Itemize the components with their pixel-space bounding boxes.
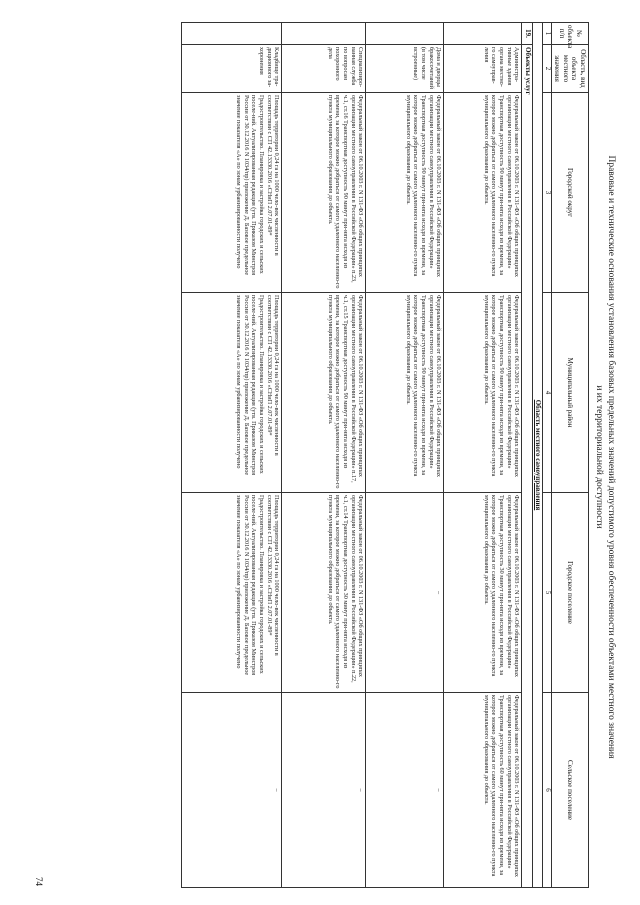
- cell-gorpos: Площадь территории 0,24 га на 1000 чело-век численности в соответствии с СП 42.13330.2016 «СНиП 2.07.01-89* Градостроительство. Планировка и застройка городских и сельских поселе-ний. Актуализированная редакция (утв. Приказом Минстроя России от 30.12.2016 N 1034/пр) приложение Д. Базовое предельное значение показателя «А» по зонам урбанизированности получено: [182, 493, 282, 693]
- col-number: 5: [543, 493, 552, 693]
- table-row: [282, 23, 366, 888]
- object-name: Кладбище тра-диционного за-хоронения: [182, 45, 282, 93]
- cell-selpos: –: [366, 693, 444, 888]
- header-gorpos: Городское поселение: [552, 493, 589, 693]
- header-row: [552, 23, 589, 888]
- rotated-content: [17, 22, 617, 892]
- cell-selpos: –: [182, 693, 282, 888]
- col-number: 2: [543, 45, 552, 93]
- header-num: № объекта п/п: [552, 23, 589, 45]
- cell-munr: Федеральный закон от 06.10.2003 г. N 131-ФЗ «Об общих принципах организации местного самоуправления в Российской Федерации» Транспортная доступность 90 минут при-нята исходя из времени, за которое можно добраться от самого удаленного населенно-го пункта муниципального образования до объекта.: [444, 293, 522, 493]
- title-line-2: и их территориальной доступности: [594, 385, 604, 529]
- cell-gorod: Федеральный закон от 06.10.2003 г. N 131-ФЗ «Об общих принципах организации местного самоуправления в Российской Федерации» Транспортная доступность 90 минут при-нята исходя из времени, за которое можно добраться от самого удаленного населенно-го пункта муниципального образования до объекта.: [444, 93, 522, 293]
- cell-gorpos: Федеральный закон от 06.10.2003 г. N 131-ФЗ «Об общих принципах организации местного самоуправления в Российской Федерации» Транспортная доступность 30 минут при-нята исходя из времени, за которое можно добраться от самого удаленного населенно-го пункта муниципального образования до объекта.: [444, 493, 522, 693]
- table-row: [366, 23, 444, 888]
- cell-gorod: Площадь территории 0,24 га на 1000 чело-век численности в соответствии с СП 42.13330.2016 «СНиП 2.07.01-89* Градостроительство. Планировка и застройка городских и сельских поселе-ний. Актуализированная редакция (утв. Приказом Минстроя России от 30.12.2016 N 1034/пр) приложение Д. Базовое предельное значение показателя «А» по зонам урбанизированности получено: [182, 93, 282, 293]
- col-number: 1: [543, 23, 552, 45]
- empty-cell: [182, 23, 282, 45]
- cell-munr: Федеральный закон от 06.10.2003 г. N 131-ФЗ «Об общих принципах организации местного самоуправления в Российской Федерации» п.17, ч.1, ст.15 Транспортная доступность 90 минут при-нята исходя из времени, за которое можно добраться от самого удаленного населенно-го пункта муниципального образования до объекта.: [282, 293, 366, 493]
- empty-cell: [366, 23, 444, 45]
- section-title: Область местного самоуправления: [532, 23, 543, 888]
- cell-munr: Площадь территории 0,24 га на 1000 чело-век численности в соответствии с СП 42.13330.2016 «СНиП 2.07.01-89* Градостроительство. Планировка и застройка городских и сельских поселе-ний. Актуализированная редакция (утв. Приказом Минстроя России от 30.12.2016 N 1034/пр) приложение Д. Базовое предельное значение показателя «А» по зонам урбанизированности получено: [182, 293, 282, 493]
- cell-selpos: –: [282, 693, 366, 888]
- table-row: [444, 23, 522, 888]
- object-name: Администра-тивные здания органа местно-го самоуправ-ления: [444, 45, 522, 93]
- cell-gorpos: Федеральный закон от 06.10.2003 г. N 131-ФЗ «Об общих принципах организации местного самоуправления в Российской Федерации» п.22, ч.1, ст.14 Транспортная доступность 30 минут при-нята исходя из времени, за которое можно добраться от самого удаленного населенно-го пункта муниципального образования до объекта.: [282, 493, 366, 693]
- subsection-row: [522, 23, 533, 888]
- col-number: 3: [543, 93, 552, 293]
- row-number: 19.: [522, 23, 533, 45]
- cell-gorpos: –: [366, 493, 444, 693]
- section-row: [532, 23, 543, 888]
- header-selpos: Сельское поселение: [552, 693, 589, 888]
- empty-cell: [282, 23, 366, 45]
- page-number: 74: [34, 877, 44, 886]
- cell-gorod: Федеральный закон от 06.10.2003 г. N 131-ФЗ «Об общих принципах организации местного самоуправления в Российской Федерации» п.23, ч.1, ст.16 Транспортная доступность 90 минут при-нята исходя из времени, за которое можно добраться от самого удаленного населенно-го пункта муниципального образования до объекта.: [282, 93, 366, 293]
- title-line-1: Правовые и технические основания установления базовых предельных значений допустимого уровня обеспеченности объектами местного значения: [606, 155, 616, 759]
- col-number: 6: [543, 693, 552, 888]
- object-name: Дома и дворцы бракосочетаний (в том числе встроенные): [366, 45, 444, 93]
- cell-selpos: Федеральный закон от 06.10.2003 г. N 131-ФЗ «Об общих принципах организации местного самоуправления в Российской Федерации» Транспортная доступность 60 минут при-нята исходя из времени, за которое можно добраться от самого удаленного населенно-го пункта муниципального образования до объекта.: [444, 693, 522, 888]
- header-munr: Муниципальный район: [552, 293, 589, 493]
- col-number: 4: [543, 293, 552, 493]
- column-number-row: [543, 23, 552, 888]
- table-row: [182, 23, 282, 888]
- empty-cell: [444, 23, 522, 45]
- standards-table: [181, 22, 589, 888]
- header-gorod: Городской округ: [552, 93, 589, 293]
- cell-munr: Федеральный закон от 06.10.2003 г. N 131-ФЗ «Об общих принципах организации местного самоуправления в Российской Федерации» Транспортная доступность 90 минут при-нята исходя из времени, за которое можно добраться от самого удаленного населенно-го пункта муниципального образования до объекта.: [366, 293, 444, 493]
- cell-gorod: Федеральный закон от 06.10.2003 г. N 131-ФЗ «Об общих принципах организации местного самоуправления в Российской Федерации» Транспортная доступность 90 минут при-нята исходя из времени, за которое можно добраться от самого удаленного населенно-го пункта муниципального образования до объекта.: [366, 93, 444, 293]
- document-title: [593, 22, 617, 892]
- subsection-title: Объекты услуг: [522, 45, 533, 888]
- object-name: Специализиро-ванная служба по вопросам похоронного дела: [282, 45, 366, 93]
- header-area: Область, вид объекта местного значения: [552, 45, 589, 93]
